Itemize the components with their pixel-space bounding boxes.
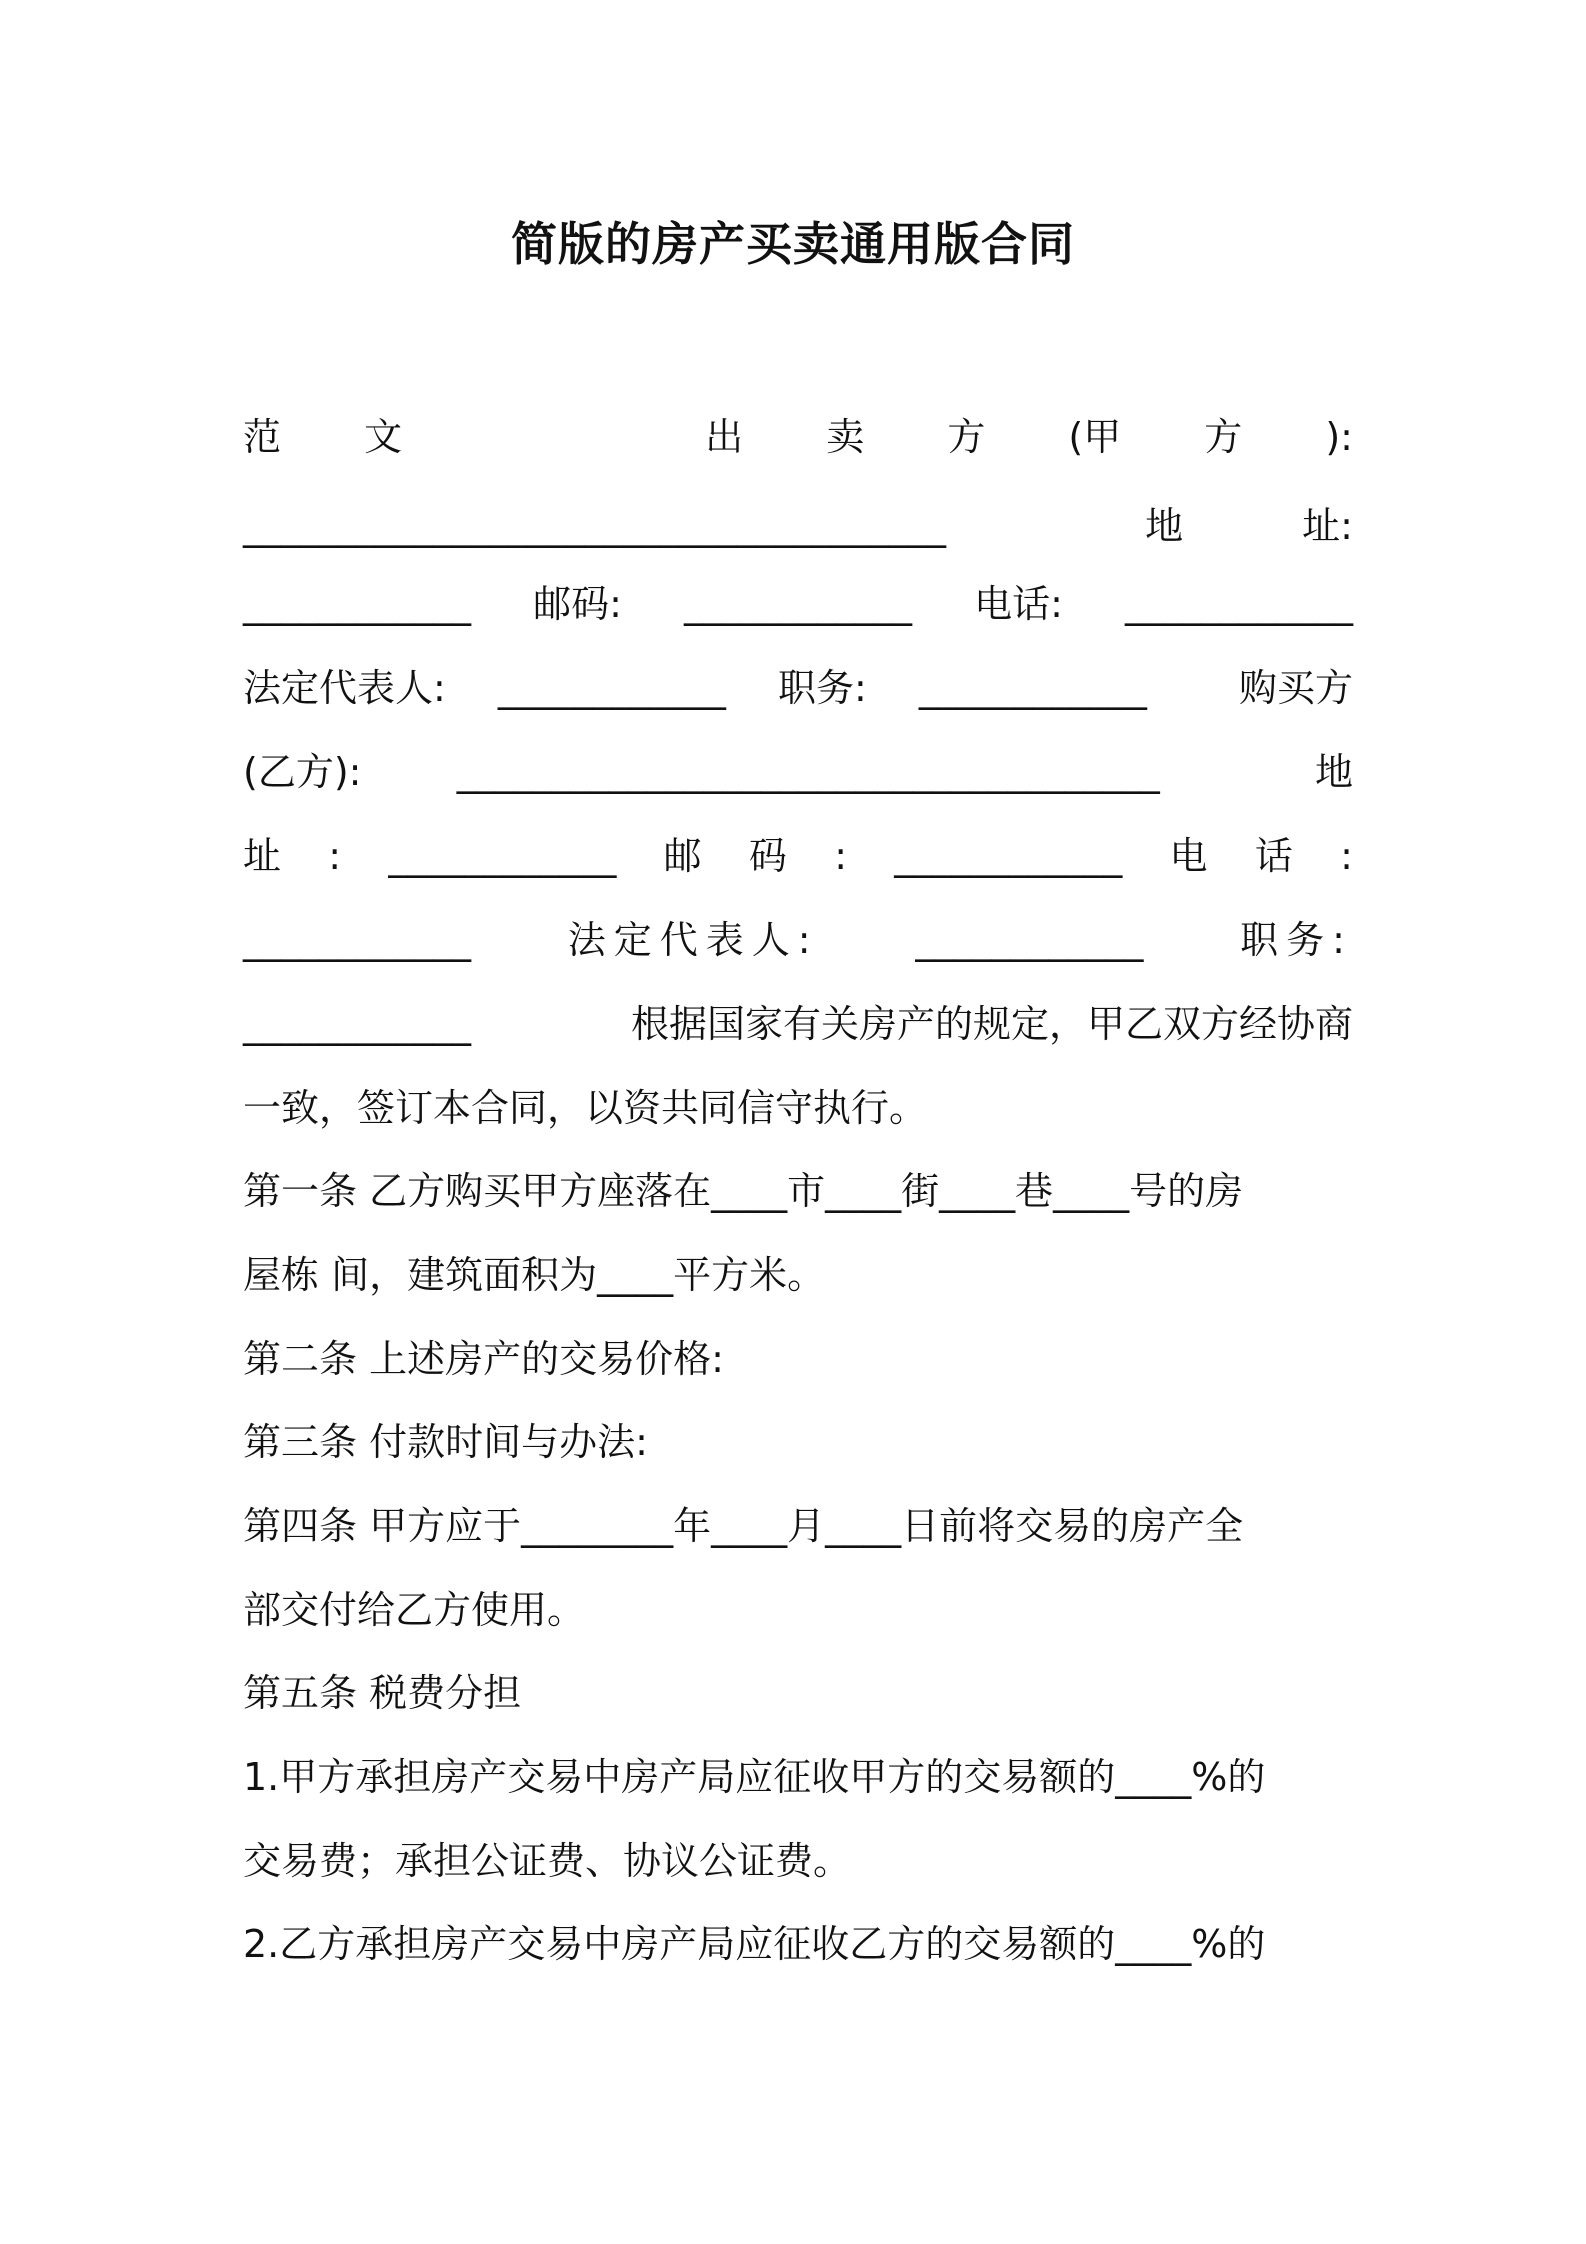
line-segment: (乙方): <box>243 750 362 794</box>
blank-field: ____________ <box>243 1002 471 1046</box>
line-segment: 卖 <box>826 415 865 459</box>
line-segment: 电话: <box>974 582 1063 626</box>
blank-field: ____________ <box>243 582 471 626</box>
line-segment: 方 <box>1204 415 1243 459</box>
blank-field: ____________ <box>243 918 471 962</box>
article-4-line-2 <box>243 1578 1353 1642</box>
line-segment: 址: <box>1302 504 1353 548</box>
blank-field: ____________ <box>684 582 912 626</box>
party-a-representative-line <box>243 656 1353 720</box>
line-segment: 交易费；承担公证费、协议公证费。 <box>243 1839 852 1883</box>
document-title: 简版的房产买卖通用版合同 <box>511 217 1075 271</box>
line-segment: 根据国家有关房产的规定，甲乙双方经协商 <box>630 1002 1353 1046</box>
line-segment: : <box>834 834 847 878</box>
line-segment: 第一条 乙方购买甲方座落在____市____街____巷____号的房 <box>243 1169 1244 1213</box>
party-b-heading-line <box>243 740 1353 804</box>
line-segment: 购买方 <box>1238 666 1353 710</box>
preamble-line-2 <box>243 1076 1353 1140</box>
article-4-line-1 <box>243 1494 1353 1558</box>
blank-field: ____________ <box>915 918 1144 962</box>
line-segment: 第三条 付款时间与办法: <box>243 1420 648 1464</box>
line-segment: 一致，签订本合同，以资共同信守执行。 <box>243 1086 928 1130</box>
article-5-item-1-line-2 <box>243 1829 1353 1893</box>
line-segment: 码 <box>748 834 787 878</box>
line-segment: 邮码: <box>533 582 622 626</box>
article-5-heading-line <box>243 1661 1353 1725</box>
line-segment: 第五条 税费分担 <box>243 1671 522 1715</box>
line-segment: 文 <box>364 415 403 459</box>
line-segment: : <box>1340 834 1353 878</box>
line-segment: 法定代表人: <box>567 918 819 962</box>
blank-field: _____________________________________ <box>243 504 946 548</box>
party-a-contact-line <box>243 572 1353 636</box>
party-a-heading-line <box>243 405 1353 469</box>
line-segment: 范 <box>243 415 282 459</box>
line-segment: 电 <box>1169 834 1208 878</box>
line-segment: 话 <box>1254 834 1293 878</box>
line-segment: 第二条 上述房产的交易价格: <box>243 1337 724 1381</box>
article-2-line <box>243 1327 1353 1391</box>
line-segment: (甲 <box>1068 415 1122 459</box>
line-segment: 第四条 甲方应于________年____月____日前将交易的房产全 <box>243 1504 1244 1548</box>
line-segment: 职务: <box>777 666 867 710</box>
blank-field: ____________ <box>388 834 617 878</box>
preamble-line-1 <box>243 992 1353 1056</box>
line-segment: 职务: <box>1240 918 1353 962</box>
blank-field: _____________________________________ <box>456 750 1160 794</box>
line-segment: 地 <box>1314 750 1353 794</box>
line-segment: 部交付给乙方使用。 <box>243 1588 586 1632</box>
party-a-name-line <box>243 494 1353 558</box>
line-segment: ): <box>1325 415 1353 459</box>
article-3-line <box>243 1410 1353 1474</box>
line-segment: 法定代表人: <box>243 666 446 710</box>
blank-field: ____________ <box>894 834 1123 878</box>
blank-field: ____________ <box>497 666 726 710</box>
party-b-representative-line <box>243 908 1353 972</box>
line-segment: 1.甲方承担房产交易中房产局应征收甲方的交易额的____%的 <box>243 1755 1266 1799</box>
party-b-contact-line <box>243 824 1353 888</box>
line-segment: 地 <box>1145 504 1184 548</box>
line-segment: 址 <box>243 834 282 878</box>
blank-field: ____________ <box>1125 582 1353 626</box>
line-segment: 屋栋 间，建筑面积为____平方米。 <box>243 1253 826 1297</box>
line-segment: : <box>328 834 342 878</box>
article-1-line-2 <box>243 1243 1353 1307</box>
line-segment: 出 <box>705 415 744 459</box>
line-segment: 邮 <box>663 834 702 878</box>
line-segment: 方 <box>947 415 986 459</box>
article-5-item-1-line-1 <box>243 1745 1353 1809</box>
blank-field: ____________ <box>918 666 1147 710</box>
article-1-line-1 <box>243 1159 1353 1223</box>
line-segment: 2.乙方承担房产交易中房产局应征收乙方的交易额的____%的 <box>243 1922 1266 1966</box>
article-5-item-2-line-1 <box>243 1912 1353 1976</box>
